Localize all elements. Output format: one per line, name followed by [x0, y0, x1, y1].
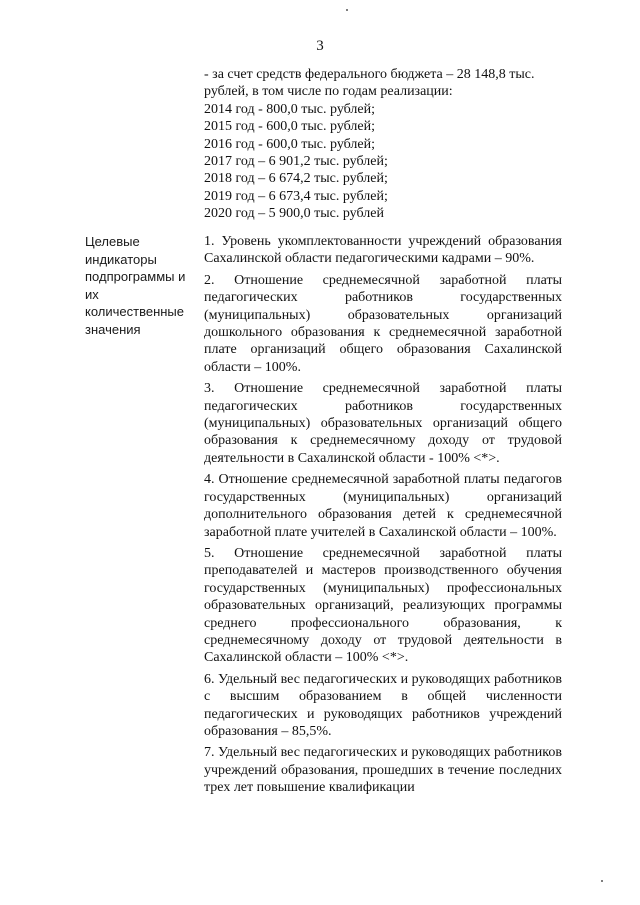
funding-year-line: 2020 год – 5 900,0 тыс. рублей	[204, 206, 384, 222]
funding-year-line: 2016 год - 600,0 тыс. рублей;	[204, 136, 376, 152]
indicator-item: 7. Удельный вес педагогических и руководящих работников учреждений образования, прошедших в течение последних трех лет повышение квалификации	[204, 745, 562, 796]
indicator-item: 5. Отношение среднемесячной заработной платы преподавателей и мастеров производственного обучения государственных (муниципальных) профессиональных образовательных организаций, реализующих программы среднего профессионального образования, к среднемесячному доходу от трудовой деятельности в Сахалинской области – 100% <*>.	[204, 545, 562, 666]
funding-block	[204, 66, 566, 223]
section-label: Целевые индикаторы подпрограммы и их количественные значения	[85, 234, 186, 337]
funding-year-line: 2015 год - 600,0 тыс. рублей;	[204, 119, 376, 135]
funding-year-line: 2018 год – 6 674,2 тыс. рублей;	[204, 171, 388, 187]
scan-speck	[601, 880, 603, 882]
funding-year-line: 2014 год - 800,0 тыс. рублей;	[204, 101, 376, 117]
indicator-list	[204, 233, 562, 801]
scan-speck	[346, 9, 348, 11]
indicator-item: 6. Удельный вес педагогических и руководящих работников с высшим образованием в общей численности педагогических и руководящих работников учреждений образования – 85,5%.	[204, 671, 562, 739]
indicator-item: 4. Отношение среднемесячной заработной платы педагогов государственных (муниципальных) организаций дополнительного образования детей к среднемесячной заработной плате учителей в Сахалинской области – 100%.	[204, 472, 562, 540]
funding-intro: - за счет средств федерального бюджета – 28 148,8 тыс. рублей, в том числе по годам реализации:	[204, 67, 535, 100]
funding-year-line: 2017 год – 6 901,2 тыс. рублей;	[204, 154, 388, 170]
page-number: 3	[316, 38, 324, 54]
indicator-item: 2. Отношение среднемесячной заработной платы педагогических работников государственных (муниципальных) образовательных организаций дошкольного образования к среднемесячной заработной плате организаций общего образования Сахалинской области – 100%.	[204, 272, 562, 375]
funding-year-line: 2019 год – 6 673,4 тыс. рублей;	[204, 188, 388, 204]
indicator-item: 1. Уровень укомплектованности учреждений образования Сахалинской области педагогическими кадрами – 90%.	[204, 234, 562, 267]
indicator-item: 3. Отношение среднемесячной заработной платы педагогических работников государственных (муниципальных) образовательных организаций общего образования к среднемесячному доходу от трудовой деятельности в Сахалинской области - 100% <*>.	[204, 381, 562, 466]
